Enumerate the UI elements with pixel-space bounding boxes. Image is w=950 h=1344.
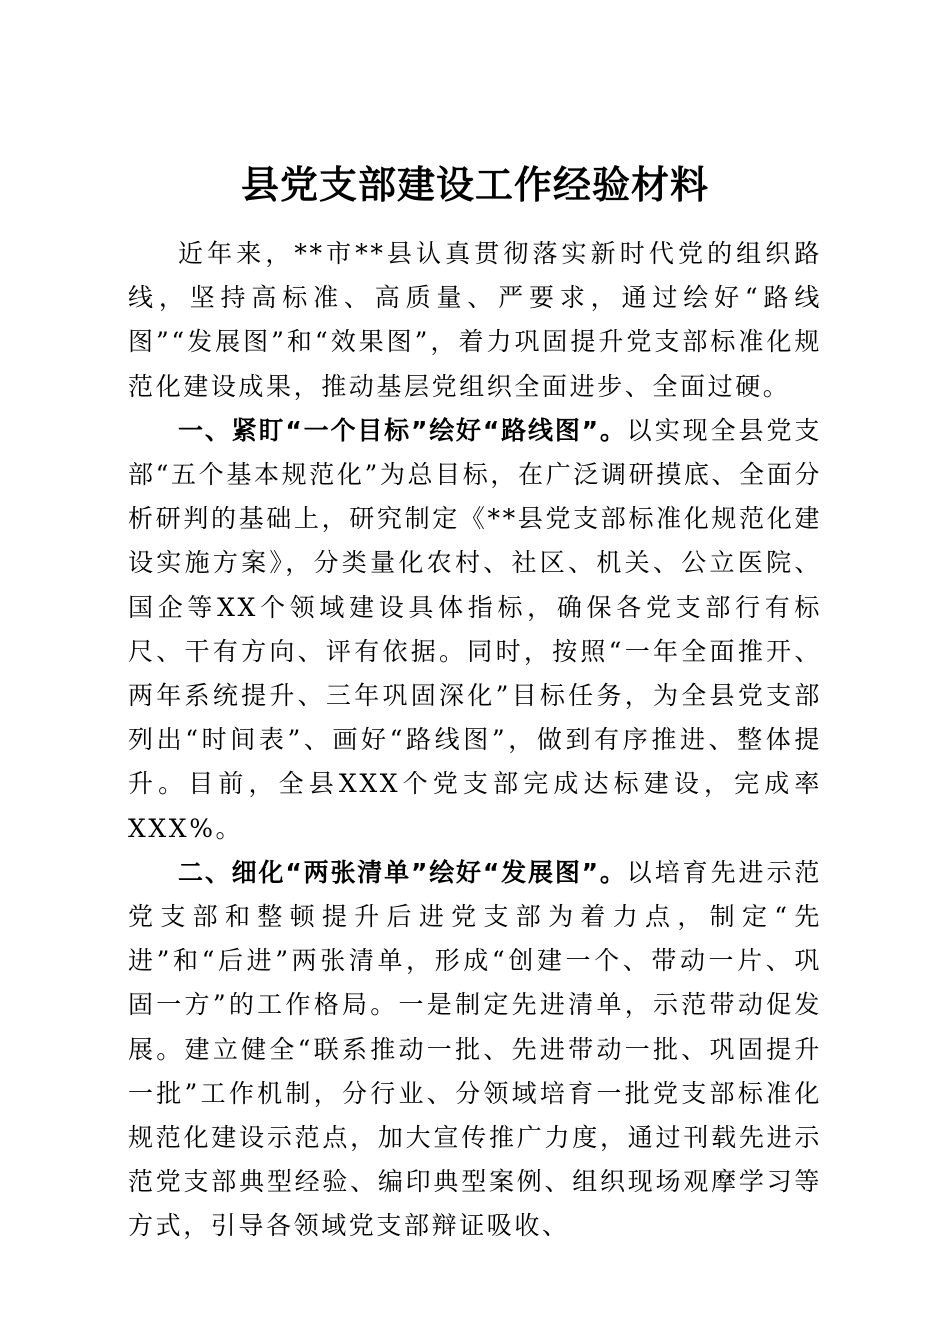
section-1-heading: 一、紧盯“一个目标”绘好“路线图”。: [178, 415, 627, 445]
section-1-body: 以实现全县党支部“五个基本规范化”为总目标，在广泛调研摸底、全面分析研判的基础上，研究制定《**县党支部标准化规范化建设实施方案》，分类量化农村、社区、机关、公立医院、国企等XX个领域建设具体指标，确保各党支部行有标尺、干有方向、评有依据。同时，按照“一年全面推开、两年系统提升、三年巩固深化”目标任务，为全县党支部列出“时间表”、画好“路线图”，做到有序推进、整体提升。目前，全县XXX个党支部完成达标建设，完成率XXX%。: [128, 415, 822, 843]
document-title: 县党支部建设工作经验材料: [240, 162, 709, 208]
document-body: [128, 232, 822, 1249]
section-2-paragraph: [128, 851, 822, 1249]
section-2-body: 以培育先进示范党支部和整顿提升后进党支部为着力点，制定“先进”和“后进”两张清单，形成“创建一个、带动一片、巩固一方”的工作格局。一是制定先进清单，示范带动促发展。建立健全“联系推动一批、先进带动一批、巩固提升一批”工作机制，分行业、分领域培育一批党支部标准化规范化建设示范点，加大宣传推广力度，通过刊载先进示范党支部典型经验、编印典型案例、组织现场观摩学习等方式，引导各领域党支部辩证吸收、: [128, 857, 822, 1241]
section-2-heading: 二、细化“两张清单”绘好“发展图”。: [178, 857, 627, 887]
section-1-paragraph: [128, 409, 822, 851]
intro-paragraph: 近年来，**市**县认真贯彻落实新时代党的组织路线，坚持高标准、高质量、严要求，通过绘好“路线图”“发展图”和“效果图”，着力巩固提升党支部标准化规范化建设成果，推动基层党组织全面进步、全面过硬。: [128, 239, 822, 401]
